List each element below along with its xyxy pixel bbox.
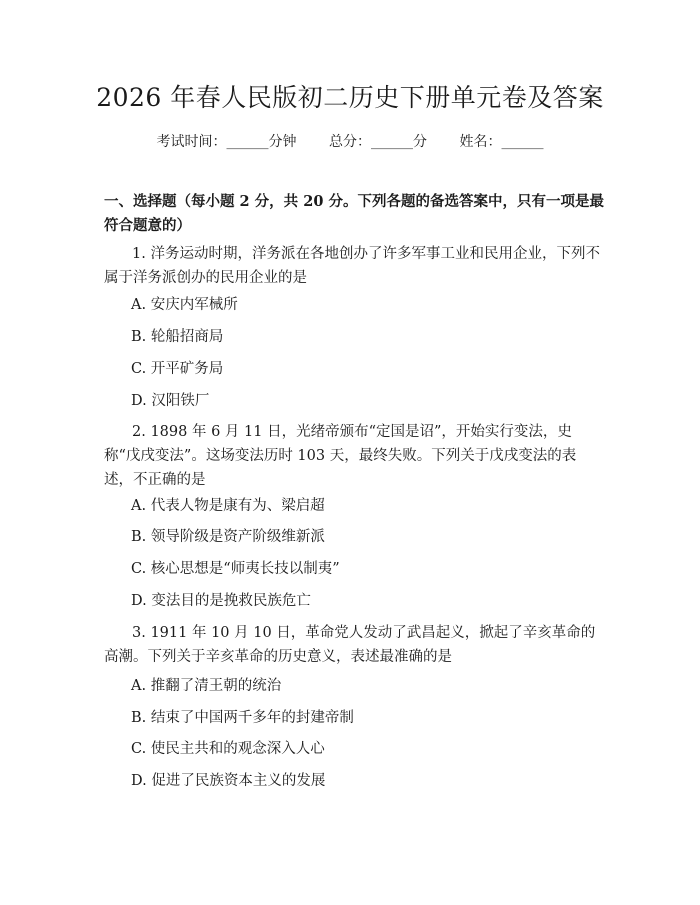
question-3-stem: 3. 1911 年 10 月 10 日，革命党人发动了武昌起义，掀起了辛亥革命的高潮。下列关于辛亥革命的历史意义，表述最准确的是 [104,625,596,665]
question-1-option-c: C. 开平矿务局 [131,361,224,377]
exam-meta [0,131,700,151]
total-score: 总分：______分 [329,134,427,150]
question-2-option-c: C. 核心思想是“师夷长技以制夷” [131,561,340,577]
question-2-option-d: D. 变法目的是挽救民族危亡 [131,593,311,609]
question-2-option-a: A. 代表人物是康有为、梁启超 [131,498,325,514]
question-1-option-d: D. 汉阳铁厂 [131,393,210,409]
question-2-option-b: B. 领导阶级是资产阶级维新派 [131,529,325,545]
question-2-stem: 2. 1898 年 6 月 11 日，光绪帝颁布“定国是诏”，开始实行变法，史称“戊戌变法”。这场变法历时 103 天，最终失败。下列关于戊戌变法的表述，不正确的是 [104,424,577,488]
question-1-option-a: A. 安庆内军械所 [131,297,238,313]
question-1-stem: 1. 洋务运动时期，洋务派在各地创办了许多军事工业和民用企业，下列不属于洋务派创办的民用企业的是 [104,246,600,286]
question-1-option-b: B. 轮船招商局 [131,329,224,345]
section-heading: 一、选择题（每小题 2 分，共 20 分。下列各题的备选答案中，只有一项是最符合题意的） [104,193,604,234]
question-3-option-b: B. 结束了中国两千多年的封建帝制 [131,710,354,726]
exam-time: 考试时间：______分钟 [156,134,297,150]
student-name: 姓名：______ [459,134,544,150]
page-title: 2026 年春人民版初二历史下册单元卷及答案 [96,83,604,112]
question-3-option-c: C. 使民主共和的观念深入人心 [131,741,325,757]
question-3-option-a: A. 推翻了清王朝的统治 [131,678,282,694]
question-3-option-d: D. 促进了民族资本主义的发展 [131,773,326,789]
